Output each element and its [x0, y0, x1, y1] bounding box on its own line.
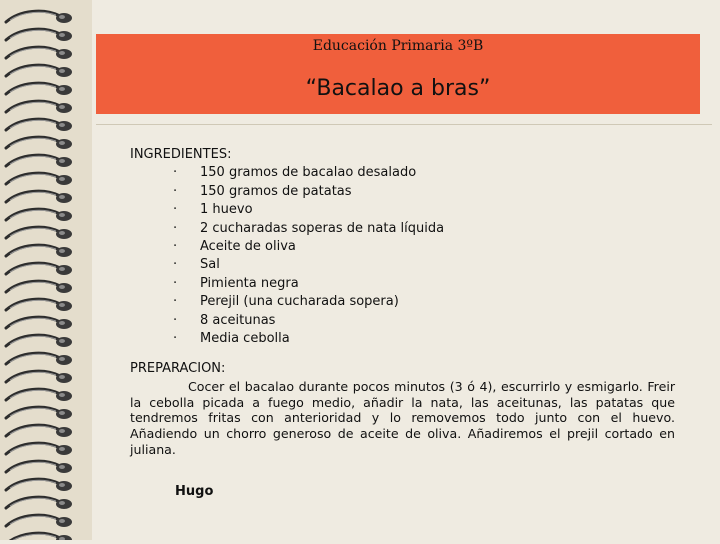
spiral-coil-icon: [6, 173, 72, 185]
list-item: [130, 312, 675, 330]
bullet: ·: [173, 202, 178, 218]
spiral-coil-icon: [6, 281, 72, 293]
list-item: [130, 164, 675, 182]
spiral-coil-icon: [6, 209, 72, 221]
spiral-coils-icon: [0, 0, 92, 540]
ingredient-text: 1 huevo: [200, 202, 253, 218]
list-item: [130, 183, 675, 201]
spiral-coil-icon: [6, 299, 72, 311]
preparation-text: Cocer el bacalao durante pocos minutos (3 ó 4), escurrirlo y esmigarlo. Freir la cebolla picada a fuego medio, añadir la nata, las aceitunas, las patatas que tendremos fritas con anterioridad y lo removemos todo junto con el huevo. Añadiendo un chorro generoso de aceite de oliva. Añadiremos el prejil cortado en juliana.: [130, 378, 675, 457]
spiral-coil-icon: [6, 245, 72, 257]
ingredients-heading: INGREDIENTES:: [130, 147, 232, 162]
spiral-coil-icon: [6, 389, 72, 401]
ingredients-list: [130, 164, 675, 348]
spiral-coil-icon: [6, 137, 72, 149]
ingredient-text: 150 gramos de patatas: [200, 183, 352, 199]
ingredient-text: 150 gramos de bacalao desalado: [200, 165, 417, 181]
divider-line: [96, 124, 712, 125]
spiral-coil-icon: [6, 227, 72, 239]
class-subtitle: Educación Primaria 3ºB: [312, 38, 484, 54]
list-item: [130, 275, 675, 293]
bullet: ·: [173, 257, 178, 273]
spiral-coil-icon: [6, 515, 72, 527]
bullet: ·: [173, 220, 178, 236]
bullet: ·: [173, 312, 178, 328]
spiral-coil-icon: [6, 119, 72, 131]
recipe-content: [130, 146, 675, 458]
ingredient-text: Perejil (una cucharada sopera): [200, 294, 399, 310]
spiral-coil-icon: [6, 101, 72, 113]
bullet: ·: [173, 165, 178, 181]
list-item: [130, 293, 675, 311]
spiral-coil-icon: [6, 497, 72, 509]
spiral-coil-icon: [6, 155, 72, 167]
list-item: [130, 238, 675, 256]
ingredient-text: Media cebolla: [200, 330, 290, 346]
bullet: ·: [173, 330, 178, 346]
list-item: [130, 201, 675, 219]
spiral-coil-icon: [6, 83, 72, 95]
spiral-coil-icon: [6, 317, 72, 329]
spiral-coil-icon: [6, 407, 72, 419]
recipe-title: “Bacalao a bras”: [305, 76, 491, 101]
spiral-coil-icon: [6, 533, 72, 540]
header-banner: [96, 34, 700, 114]
list-item: [130, 330, 675, 348]
bullet: ·: [173, 238, 178, 254]
spiral-coil-icon: [6, 371, 72, 383]
spiral-coil-icon: [6, 263, 72, 275]
spiral-coil-icon: [6, 191, 72, 203]
notebook-spiral-binding: [0, 0, 92, 540]
ingredient-text: Sal: [200, 257, 220, 273]
spiral-coil-icon: [6, 353, 72, 365]
list-item: [130, 256, 675, 274]
spiral-coil-icon: [6, 29, 72, 41]
spiral-coil-icon: [6, 11, 72, 23]
author-name: Hugo: [175, 484, 214, 499]
spiral-coil-icon: [6, 461, 72, 473]
spiral-coil-icon: [6, 443, 72, 455]
ingredient-text: Aceite de oliva: [200, 238, 296, 254]
spiral-coil-icon: [6, 425, 72, 437]
bullet: ·: [173, 183, 178, 199]
spiral-coil-icon: [6, 65, 72, 77]
ingredient-text: Pimienta negra: [200, 275, 299, 291]
bullet: ·: [173, 294, 178, 310]
bullet: ·: [173, 275, 178, 291]
spiral-coil-icon: [6, 335, 72, 347]
ingredient-text: 2 cucharadas soperas de nata líquida: [200, 220, 445, 236]
list-item: [130, 220, 675, 238]
spiral-coil-icon: [6, 479, 72, 491]
ingredient-text: 8 aceitunas: [200, 312, 276, 328]
spiral-coil-icon: [6, 47, 72, 59]
preparation-heading: PREPARACION:: [130, 361, 226, 377]
